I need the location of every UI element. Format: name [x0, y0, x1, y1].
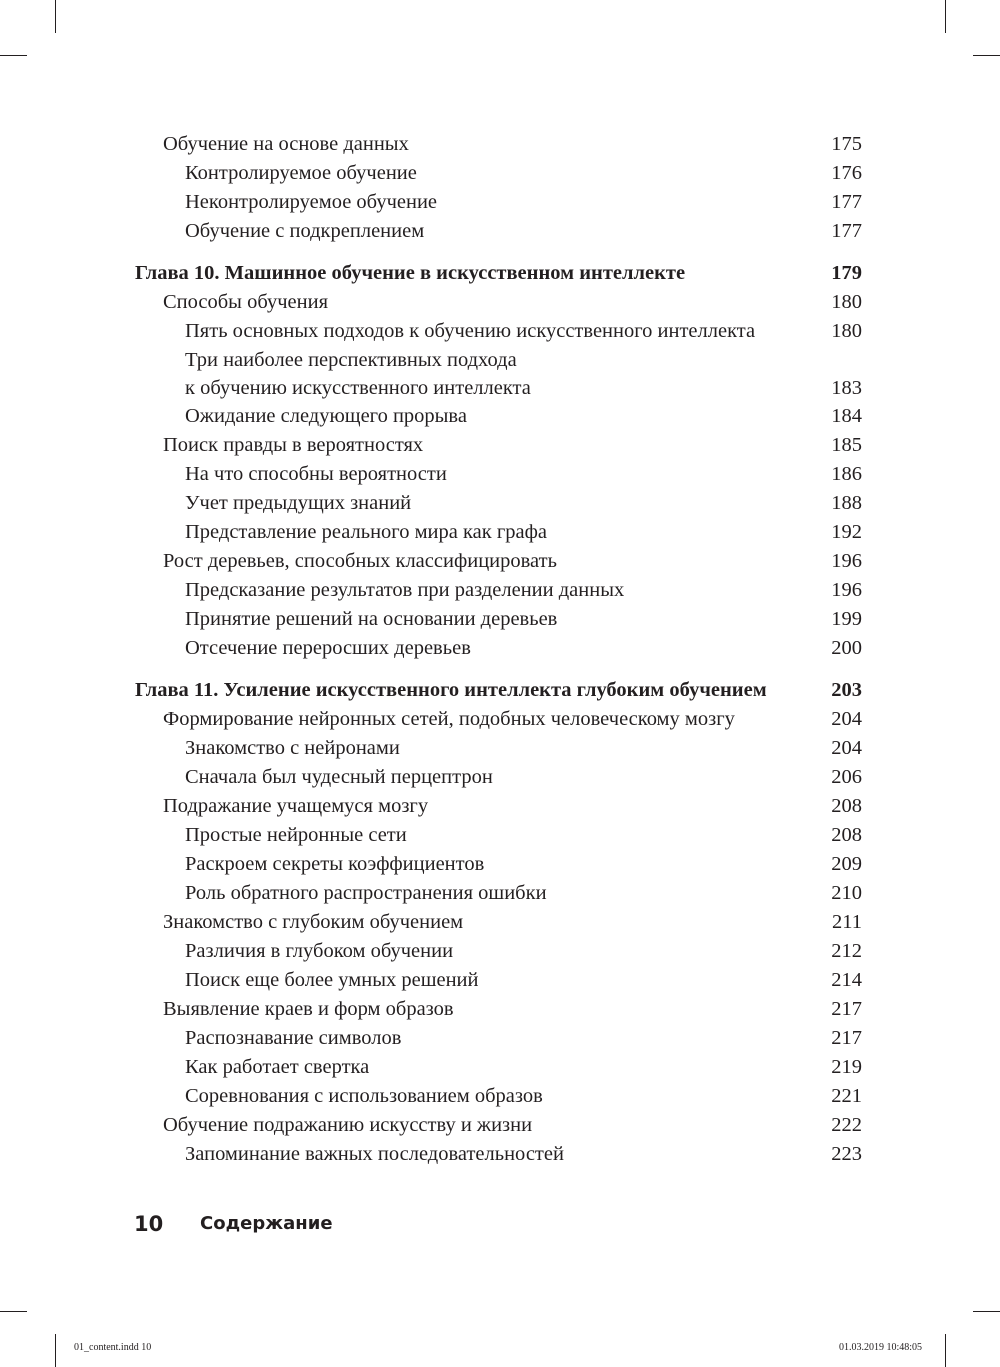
- toc-subsection[interactable]: Соревнования с использованием образов 221: [185, 1085, 862, 1107]
- crop-mark: [55, 0, 56, 33]
- toc-subsection[interactable]: Учет предыдущих знаний 188: [185, 492, 862, 514]
- toc-subsection[interactable]: Обучение с подкреплением 177: [185, 220, 862, 242]
- toc-subsection[interactable]: Как работает свертка 219: [185, 1056, 862, 1078]
- crop-mark: [0, 1311, 27, 1312]
- toc-section[interactable]: Обучение подражанию искусству и жизни 222: [163, 1114, 862, 1136]
- toc-section[interactable]: Знакомство с глубоким обучением 211: [163, 911, 862, 933]
- toc-subsection[interactable]: Поиск еще более умных решений 214: [185, 969, 862, 991]
- crop-mark: [945, 0, 946, 33]
- toc-subsection[interactable]: Три наиболее перспективных подхода к обучению искусственного интеллекта 183: [185, 349, 862, 399]
- slug-timestamp: 01.03.2019 10:48:05: [838, 1342, 922, 1353]
- toc-subsection[interactable]: Раскроем секреты коэффициентов 209: [185, 853, 862, 875]
- toc-section[interactable]: Формирование нейронных сетей, подобных человеческому мозгу 204: [163, 708, 862, 730]
- toc-title-line: к обучению искусственного интеллекта: [185, 377, 531, 399]
- toc-subsection[interactable]: Контролируемое обучение 176: [185, 162, 862, 184]
- toc-subsection[interactable]: Пять основных подходов к обучению искусственного интеллекта 180: [185, 320, 862, 342]
- toc-subsection[interactable]: Запоминание важных последовательностей 223: [185, 1143, 862, 1165]
- toc-section[interactable]: Обучение на основе данных 175: [163, 133, 862, 155]
- toc-subsection[interactable]: Роль обратного распространения ошибки 210: [185, 882, 862, 904]
- toc-section[interactable]: Выявление краев и форм образов 217: [163, 998, 862, 1020]
- toc-subsection[interactable]: Принятие решений на основании деревьев 199: [185, 608, 862, 630]
- toc-subsection[interactable]: Сначала был чудесный перцептрон 206: [185, 766, 862, 788]
- page-number: 10: [134, 1212, 164, 1236]
- toc-subsection[interactable]: Распознавание символов 217: [185, 1027, 862, 1049]
- toc-chapter-11[interactable]: Глава 11. Усиление искусственного интеллекта глубоким обучением 203: [135, 679, 862, 701]
- toc-subsection[interactable]: Знакомство с нейронами 204: [185, 737, 862, 759]
- toc-section[interactable]: Способы обучения 180: [163, 291, 862, 313]
- toc-section[interactable]: Поиск правды в вероятностях 185: [163, 434, 862, 456]
- crop-mark: [945, 1334, 946, 1367]
- toc-subsection[interactable]: Отсечение переросших деревьев 200: [185, 637, 862, 659]
- toc-title-line: Три наиболее перспективных подхода: [185, 349, 517, 371]
- toc-chapter-10[interactable]: Глава 10. Машинное обучение в искусственном интеллекте 179: [135, 262, 862, 284]
- toc-subsection[interactable]: Неконтролируемое обучение 177: [185, 191, 862, 213]
- crop-mark: [55, 1334, 56, 1367]
- toc-section[interactable]: Рост деревьев, способных классифицировать 196: [163, 550, 862, 572]
- running-title: Содержание: [200, 1213, 333, 1234]
- crop-mark: [973, 1311, 1000, 1312]
- table-of-contents: [0, 130, 1000, 1169]
- toc-subsection[interactable]: Представление реального мира как графа 192: [185, 521, 862, 543]
- toc-section[interactable]: Подражание учащемуся мозгу 208: [163, 795, 862, 817]
- toc-subsection[interactable]: На что способны вероятности 186: [185, 463, 862, 485]
- toc-subsection[interactable]: Ожидание следующего прорыва 184: [185, 405, 862, 427]
- page-footer: [0, 1209, 1000, 1239]
- toc-subsection[interactable]: Различия в глубоком обучении 212: [185, 940, 862, 962]
- crop-mark: [0, 55, 27, 56]
- toc-subsection[interactable]: Простые нейронные сети 208: [185, 824, 862, 846]
- toc-subsection[interactable]: Предсказание результатов при разделении данных 196: [185, 579, 862, 601]
- crop-mark: [973, 55, 1000, 56]
- slug-file: 01_content.indd 10: [74, 1342, 152, 1353]
